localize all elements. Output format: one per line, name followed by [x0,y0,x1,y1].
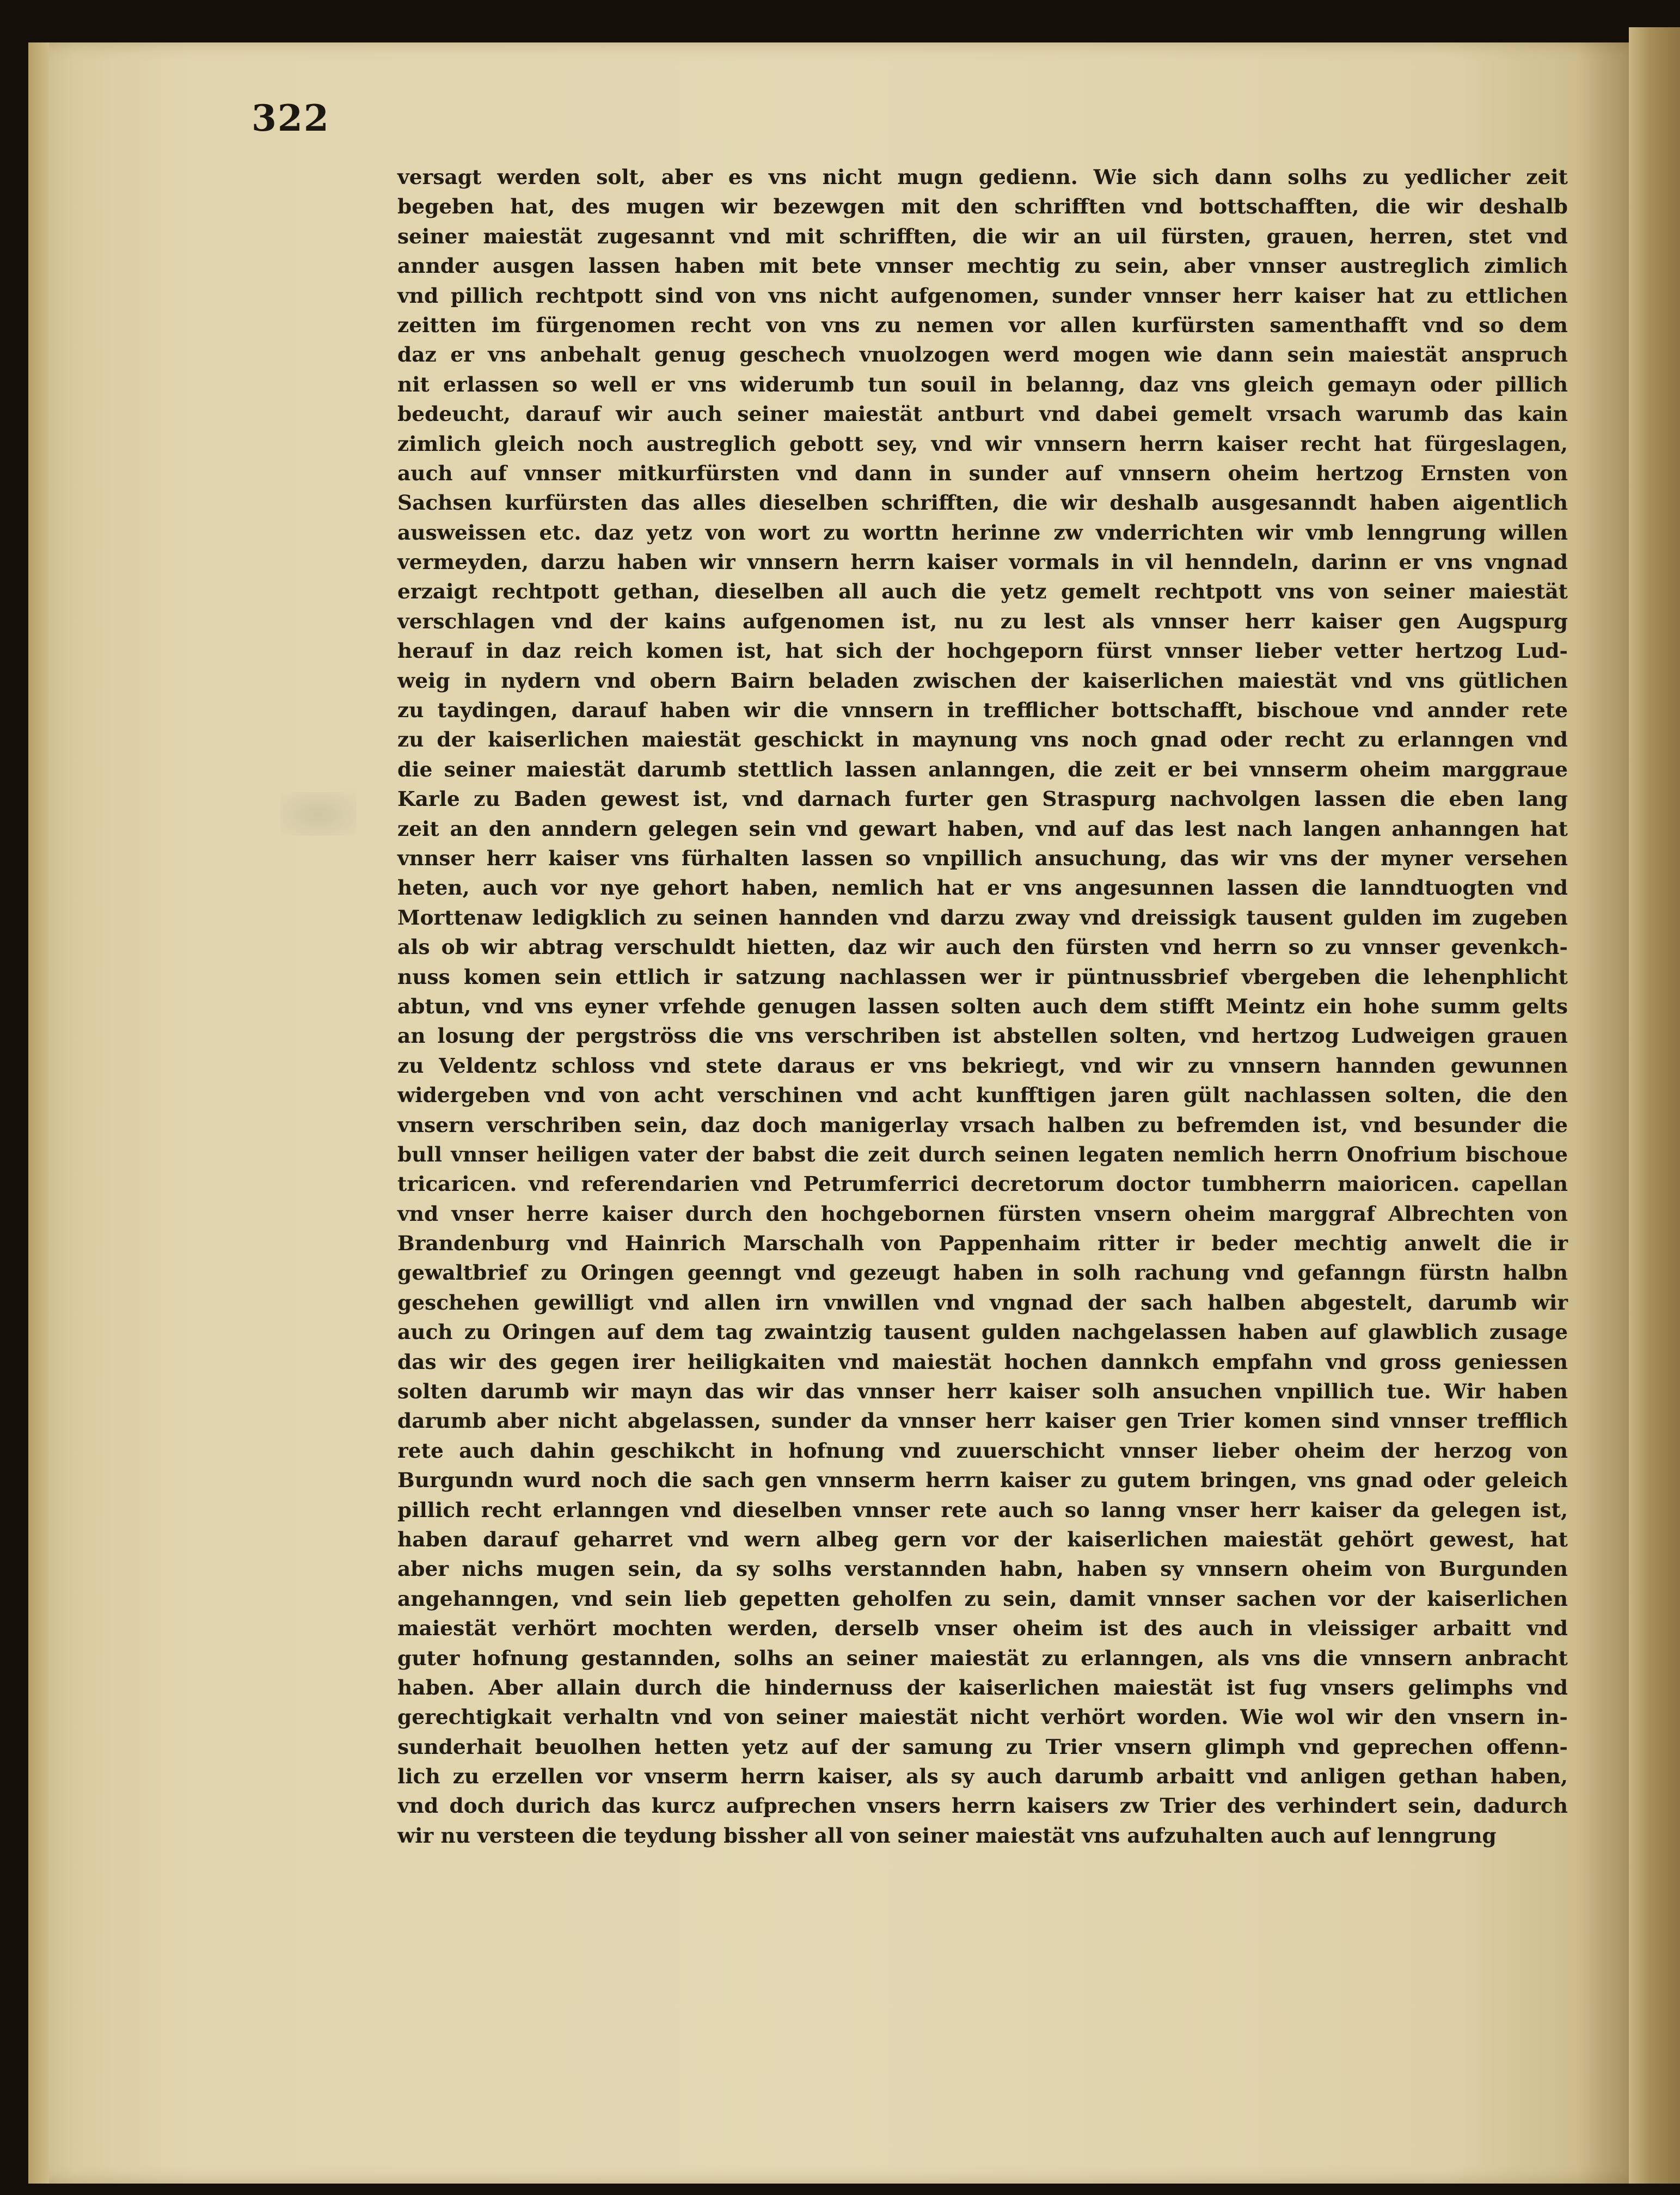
text-line: gewaltbrief zu Oringen geenngt vnd gezeugt haben in solh rachung vnd gefanngn fürstn halbn [397,1261,1568,1285]
text-line: lich zu erzellen vor vnserm herrn kaiser, als sy auch darumb arbaitt vnd anligen gethan haben, [397,1764,1568,1789]
page-fold-shade [1579,42,1629,2184]
text-line: begeben hat, des mugen wir bezewgen mit den schrifften vnd bottschafften, die wir deshalb [397,194,1568,219]
text-line: versagt werden solt, aber es vns nicht mugn gedienn. Wie sich dann solhs zu yedlicher zeit [397,165,1568,189]
text-line: verschlagen vnd der kains aufgenomen ist, nu zu lest als vnnser herr kaiser gen Augspurg [397,609,1568,633]
text-line: erzaigt rechtpott gethan, dieselben all auch die yetz gemelt rechtpott vns von seiner maiestät [397,579,1568,604]
text-line: zimlich gleich noch austreglich gebott sey, vnd wir vnnsern herrn kaiser recht hat fürgeslagen, [397,431,1568,456]
text-line: das wir des gegen irer heiligkaiten vnd maiestät hochen dannkch empfahn vnd gross geniessen [397,1349,1568,1374]
text-line: Burgundn wurd noch die sach gen vnnserm herrn kaiser zu gutem bringen, vns gnad oder geleich [397,1468,1568,1493]
text-line: nuss komen sein ettlich ir satzung nachlassen wer ir püntnussbrief vbergeben die lehenphlicht [397,964,1568,989]
text-line: vnd pillich rechtpott sind von vns nicht aufgenomen, sunder vnnser herr kaiser hat zu ettlichen [397,283,1568,308]
text-line: Morttenaw ledigklich zu seinen hannden vnd darzu zway vnd dreissigk tausent gulden im zugeben [397,905,1568,930]
text-line: als ob wir abtrag verschuldt hietten, daz wir auch den fürsten vnd herrn so zu vnnser gevenkch- [397,935,1568,959]
text-line: zeit an den anndern gelegen sein vnd gewart haben, vnd auf das lest nach langen anhanngen hat [397,816,1568,841]
text-line: heten, auch vor nye gehort haben, nemlich hat er vns angesunnen lassen die lanndtuogten vnd [397,876,1568,900]
text-line: Brandenburg vnd Hainrich Marschalh von Pappenhaim ritter ir beder mechtig anwelt die ir [397,1231,1568,1256]
text-line: ausweissen etc. daz yetz von wort zu worttn herinne zw vnderrichten wir vmb lenngrung willen [397,520,1568,545]
text-line: guter hofnung gestannden, solhs an seiner maiestät zu erlanngen, als vns die vnnsern anbracht [397,1646,1568,1670]
text-line: vnd vnser herre kaiser durch den hochgebornen fürsten vnsern oheim marggraf Albrechten von [397,1201,1568,1226]
text-line: aber nichs mugen sein, da sy solhs verstannden habn, haben sy vnnsern oheim von Burgunden [397,1557,1568,1581]
text-line: seiner maiestät zugesannt vnd mit schrifften, die wir an uil fürsten, grauen, herren, stet vnd [397,224,1568,248]
text-line: weig in nydern vnd obern Bairn beladen zwischen der kaiserlichen maiestät vnd vns gütlichen [397,668,1568,693]
text-line: an losung der pergströss die vns verschriben ist abstellen solten, vnd hertzog Ludweigen grauen [397,1024,1568,1048]
text-line: daz er vns anbehalt genug geschech vnuolzogen werd mogen wie dann sein maiestät anspruch [397,343,1568,367]
text-line: bull vnnser heiligen vater der babst die zeit durch seinen legaten nemlich herrn Onofrium bischoue [397,1142,1568,1166]
text-line: solten darumb wir mayn das wir das vnnser herr kaiser solh ansuchen vnpillich tue. Wir haben [397,1379,1568,1404]
text-line: herauf in daz reich komen ist, hat sich der hochgeporn fürst vnnser lieber vetter hertzog Lud- [397,639,1568,663]
text-line: haben darauf geharret vnd wern albeg gern vor der kaiserlichen maiestät gehört gewest, hat [397,1527,1568,1551]
text-line: tricaricen. vnd referendarien vnd Petrumferrici decretorum doctor tumbherrn maioricen. capellan [397,1172,1568,1196]
text-line: auch auf vnnser mitkurfürsten vnd dann in sunder auf vnnsern oheim hertzog Ernsten von [397,461,1568,485]
text-line: die seiner maiestät darumb stettlich lassen anlanngen, die zeit er bei vnnserm oheim marggraue [397,757,1568,781]
text-line: zu der kaiserlichen maiestät geschickt in maynung vns noch gnad oder recht zu erlanngen vnd [397,727,1568,752]
text-line: zeitten im fürgenomen recht von vns zu nemen vor allen kurfürsten samenthafft vnd so dem [397,313,1568,337]
text-line: vermeyden, darzu haben wir vnnsern herrn kaiser vormals in vil henndeln, darinn er vns vngnad [397,550,1568,574]
text-line: vnd doch durich das kurcz aufprechen vnsers herrn kaisers zw Trier des verhindert sein, dadurch [397,1794,1568,1818]
page-right-edge [1629,27,1680,2184]
text-line: darumb aber nicht abgelassen, sunder da vnnser herr kaiser gen Trier komen sind vnnser trefflich [397,1409,1568,1433]
text-line: vnnser herr kaiser vns fürhalten lassen so vnpillich ansuchung, das wir vns der myner versehen [397,846,1568,870]
text-line: zu taydingen, darauf haben wir die vnnsern in trefflicher bottschafft, bischoue vnd annder rete [397,698,1568,723]
text-line: annder ausgen lassen haben mit bete vnnser mechtig zu sein, aber vnnser austreglich zimlich [397,254,1568,278]
text-line: gerechtigkait verhaltn vnd von seiner maiestät nicht verhört worden. Wie wol wir den vnsern in- [397,1705,1568,1729]
page-left-edge [28,42,49,2184]
text-line: widergeben vnd von acht verschinen vnd acht kunfftigen jaren gült nachlassen solten, die den [397,1083,1568,1108]
page-number: 322 [252,97,330,139]
text-line: Sachsen kurfürsten das alles dieselben schrifften, die wir deshalb ausgesanndt haben aigentlich [397,491,1568,515]
text-line: abtun, vnd vns eyner vrfehde genugen lassen solten auch dem stifft Meintz ein hohe summ gelts [397,994,1568,1018]
text-line: bedeucht, darauf wir auch seiner maiestät antburt vnd dabei gemelt vrsach warumb das kain [397,402,1568,426]
text-line: Karle zu Baden gewest ist, vnd darnach furter gen Straspurg nachvolgen lassen die eben lang [397,787,1568,811]
text-line: auch zu Oringen auf dem tag zwaintzig tausent gulden nachgelassen haben auf glawblich zusage [397,1320,1568,1344]
text-line: zu Veldentz schloss vnd stete daraus er vns bekriegt, vnd wir zu vnnsern hannden gewunnen [397,1053,1568,1078]
text-line: pillich recht erlanngen vnd dieselben vnnser rete auch so lanng vnser herr kaiser da gelegen ist, [397,1497,1568,1522]
text-line: wir nu versteen die teydung bissher all von seiner maiestät vns aufzuhalten auch auf lenngrung [397,1823,1497,1848]
text-line: rete auch dahin geschikcht in hofnung vnd zuuerschicht vnnser lieber oheim der herzog von [397,1438,1568,1463]
text-line: geschehen gewilligt vnd allen irn vnwillen vnd vngnad der sach halben abgestelt, darumb wir [397,1290,1568,1314]
ink-stain [280,792,357,836]
text-line: maiestät verhört mochten werden, derselb vnser oheim ist des auch in vleissiger arbaitt vnd [397,1616,1568,1641]
body-text [397,162,1568,1850]
text-line: vnsern verschriben sein, daz doch manigerlay vrsach halben zu befremden ist, vnd besunder die [397,1112,1568,1137]
text-line: sunderhait beuolhen hetten yetz auf der samung zu Trier vnsern glimph vnd geprechen offenn- [397,1734,1568,1759]
text-line: nit erlassen so well er vns widerumb tun souil in belanng, daz vns gleich gemayn oder pillich [397,372,1568,396]
text-line: haben. Aber allain durch die hindernuss der kaiserlichen maiestät ist fug vnsers gelimphs vnd [397,1675,1568,1699]
text-line: angehanngen, vnd sein lieb gepetten geholfen zu sein, damit vnnser sachen vor der kaiserlichen [397,1586,1568,1611]
